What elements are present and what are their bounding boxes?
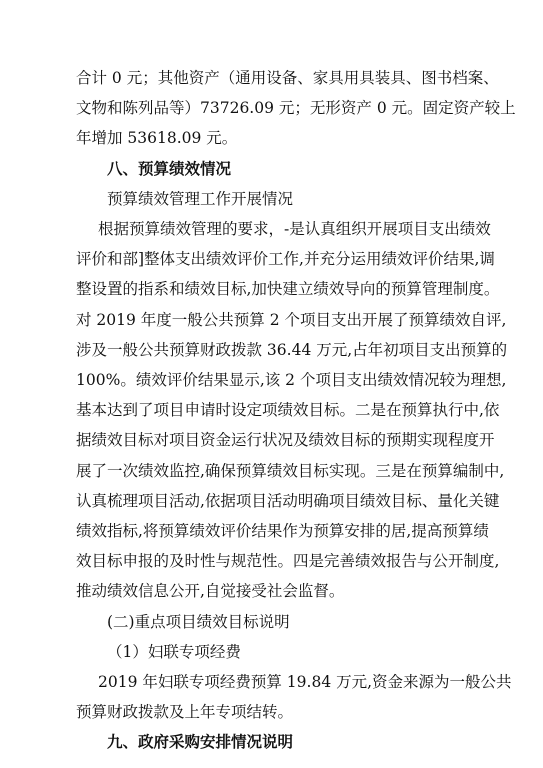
paragraph-line-3: 整设置的指系和绩效目标,加快建立绩效导向的预算管理制度。	[76, 280, 500, 299]
section-heading-9: 九、政府采购安排情况说明	[107, 733, 294, 752]
paragraph-line-10: 认真梳理项目活动,依据项目活动明确项目绩效目标、量化关键	[76, 491, 500, 510]
paragraph-line-5: 涉及一般公共预算财政拨款 36.44 万元,占年初项目支出预算的	[76, 340, 508, 359]
paragraph2-line-2: 预算财政拨款及上年专项结转。	[76, 703, 294, 722]
paragraph-line-12: 效目标申报的及时性与规范性。四是完善绩效报告与公开制度,	[76, 552, 500, 571]
paragraph-line-4: 对 2019 年度一般公共预算 2 个项目支出开展了预算绩效自评,	[76, 310, 507, 329]
paragraph-line-11: 绩效指标,将预算绩效评价结果作为预算安排的居,提高预算绩	[76, 522, 489, 540]
text-line-2: 文物和陈列品等）73726.09 元；无形资产 0 元。固定资产较上	[76, 99, 516, 118]
paragraph-line-13: 推动绩效信息公开,自觉接受社会监督。	[76, 582, 345, 601]
subheading-performance-management: 预算绩效管理工作开展情况	[107, 189, 294, 208]
paragraph2-line-1: 2019 年妇联专项经费预算 19.84 万元,资金来源为一般公共	[98, 673, 512, 691]
text-line-3: 年增加 53618.09 元。	[76, 129, 238, 148]
subheading-key-project-targets: (二)重点项目绩效目标说明	[107, 612, 290, 631]
paragraph-line-8: 据绩效目标对项目资金运行状况及绩效目标的预期实现程度开	[76, 431, 495, 450]
section-heading-8: 八、预算绩效情况	[107, 159, 232, 178]
paragraph-line-9: 展了一次绩效监控,确保预算绩效目标实现。三是在预算编制中,	[76, 461, 505, 480]
text-line-1: 合计 0 元；其他资产（通用设备、家具用具装具、图书档案、	[76, 69, 499, 87]
paragraph-line-1: 根据预算绩效管理的要求，-是认真组织开展项目支出绩效	[98, 220, 491, 238]
paragraph-line-2: 评价和部]整体支出绩效评价工作,并充分运用绩效评价结果,调	[76, 250, 495, 269]
subheading-women-federation-fund: （1）妇联专项经费	[107, 642, 241, 661]
paragraph-line-7: 基本达到了项目申请时设定项绩效目标。二是在预算执行中,依	[76, 401, 500, 420]
paragraph-line-6: 100%。绩效评价结果显示,该 2 个项目支出绩效情况较为理想,	[76, 371, 507, 389]
